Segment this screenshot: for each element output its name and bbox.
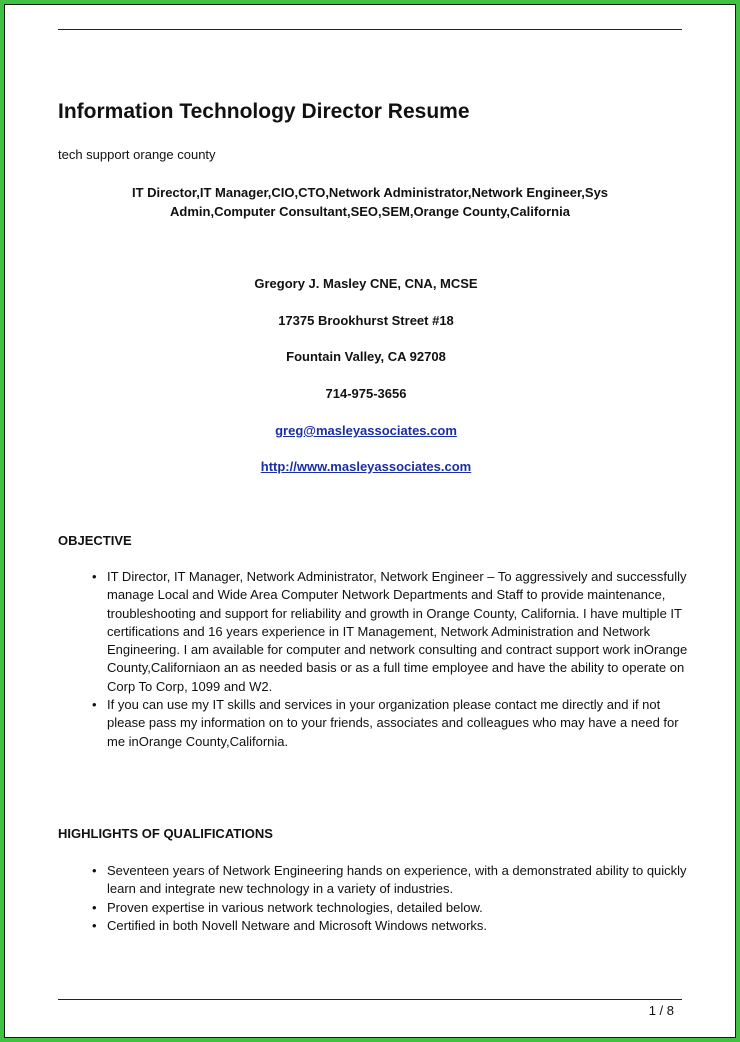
highlights-list xyxy=(90,862,690,935)
list-item: • Proven expertise in various network technologies, detailed below. xyxy=(90,899,690,917)
contact-street: 17375 Brookhurst Street #18 xyxy=(278,313,454,328)
contact-email-link[interactable]: greg@masleyassociates.com xyxy=(275,423,457,438)
footer-rule xyxy=(58,999,682,1000)
contact-phone: 714-975-3656 xyxy=(325,386,407,401)
list-item: • If you can use my IT skills and services in your organization please contact me directly and if not please pass my information on to your friends, associates and colleagues who may have a need for me inOrange County,California. xyxy=(90,696,690,751)
keywords-line: Admin,Computer Consultant,SEO,SEM,Orange County,California xyxy=(170,204,570,219)
keywords-block xyxy=(58,183,682,221)
contact-website-link[interactable]: http://www.masleyassociates.com xyxy=(260,459,472,474)
keywords-line: IT Director,IT Manager,CIO,CTO,Network Administrator,Network Engineer,Sys xyxy=(131,185,609,200)
highlights-heading: HIGHLIGHTS OF QUALIFICATIONS xyxy=(58,826,273,841)
document-title: Information Technology Director Resume xyxy=(58,100,470,123)
contact-name: Gregory J. Masley CNE, CNA, MCSE xyxy=(254,276,478,291)
contact-city: Fountain Valley, CA 92708 xyxy=(286,349,446,364)
document-subtitle: tech support orange county xyxy=(58,147,216,162)
list-item: • Seventeen years of Network Engineering hands on experience, with a demonstrated ability to quickly learn and integrate new technology in a variety of industries. xyxy=(90,862,690,899)
list-item: • IT Director, IT Manager, Network Administrator, Network Engineer – To aggressively and successfully manage Local and Wide Area Computer Network Departments and Staff to provide maintenance, troubleshooting and support for reliability and growth in Orange County, California. I have multiple IT certifications and 16 years experience in IT Management, Network Administration and Network Engineering. I am available for computer and network consulting and contract support work inOrange County,Californiaon an as needed basis or as a full time employee and have the ability to operate on Corp To Corp, 1099 and W2. xyxy=(90,568,690,696)
header-rule xyxy=(58,29,682,30)
objective-heading: OBJECTIVE xyxy=(58,533,132,548)
list-item: • Certified in both Novell Netware and Microsoft Windows networks. xyxy=(90,917,690,935)
objective-list xyxy=(90,568,690,751)
page-number: 1 / 8 xyxy=(648,1003,674,1018)
